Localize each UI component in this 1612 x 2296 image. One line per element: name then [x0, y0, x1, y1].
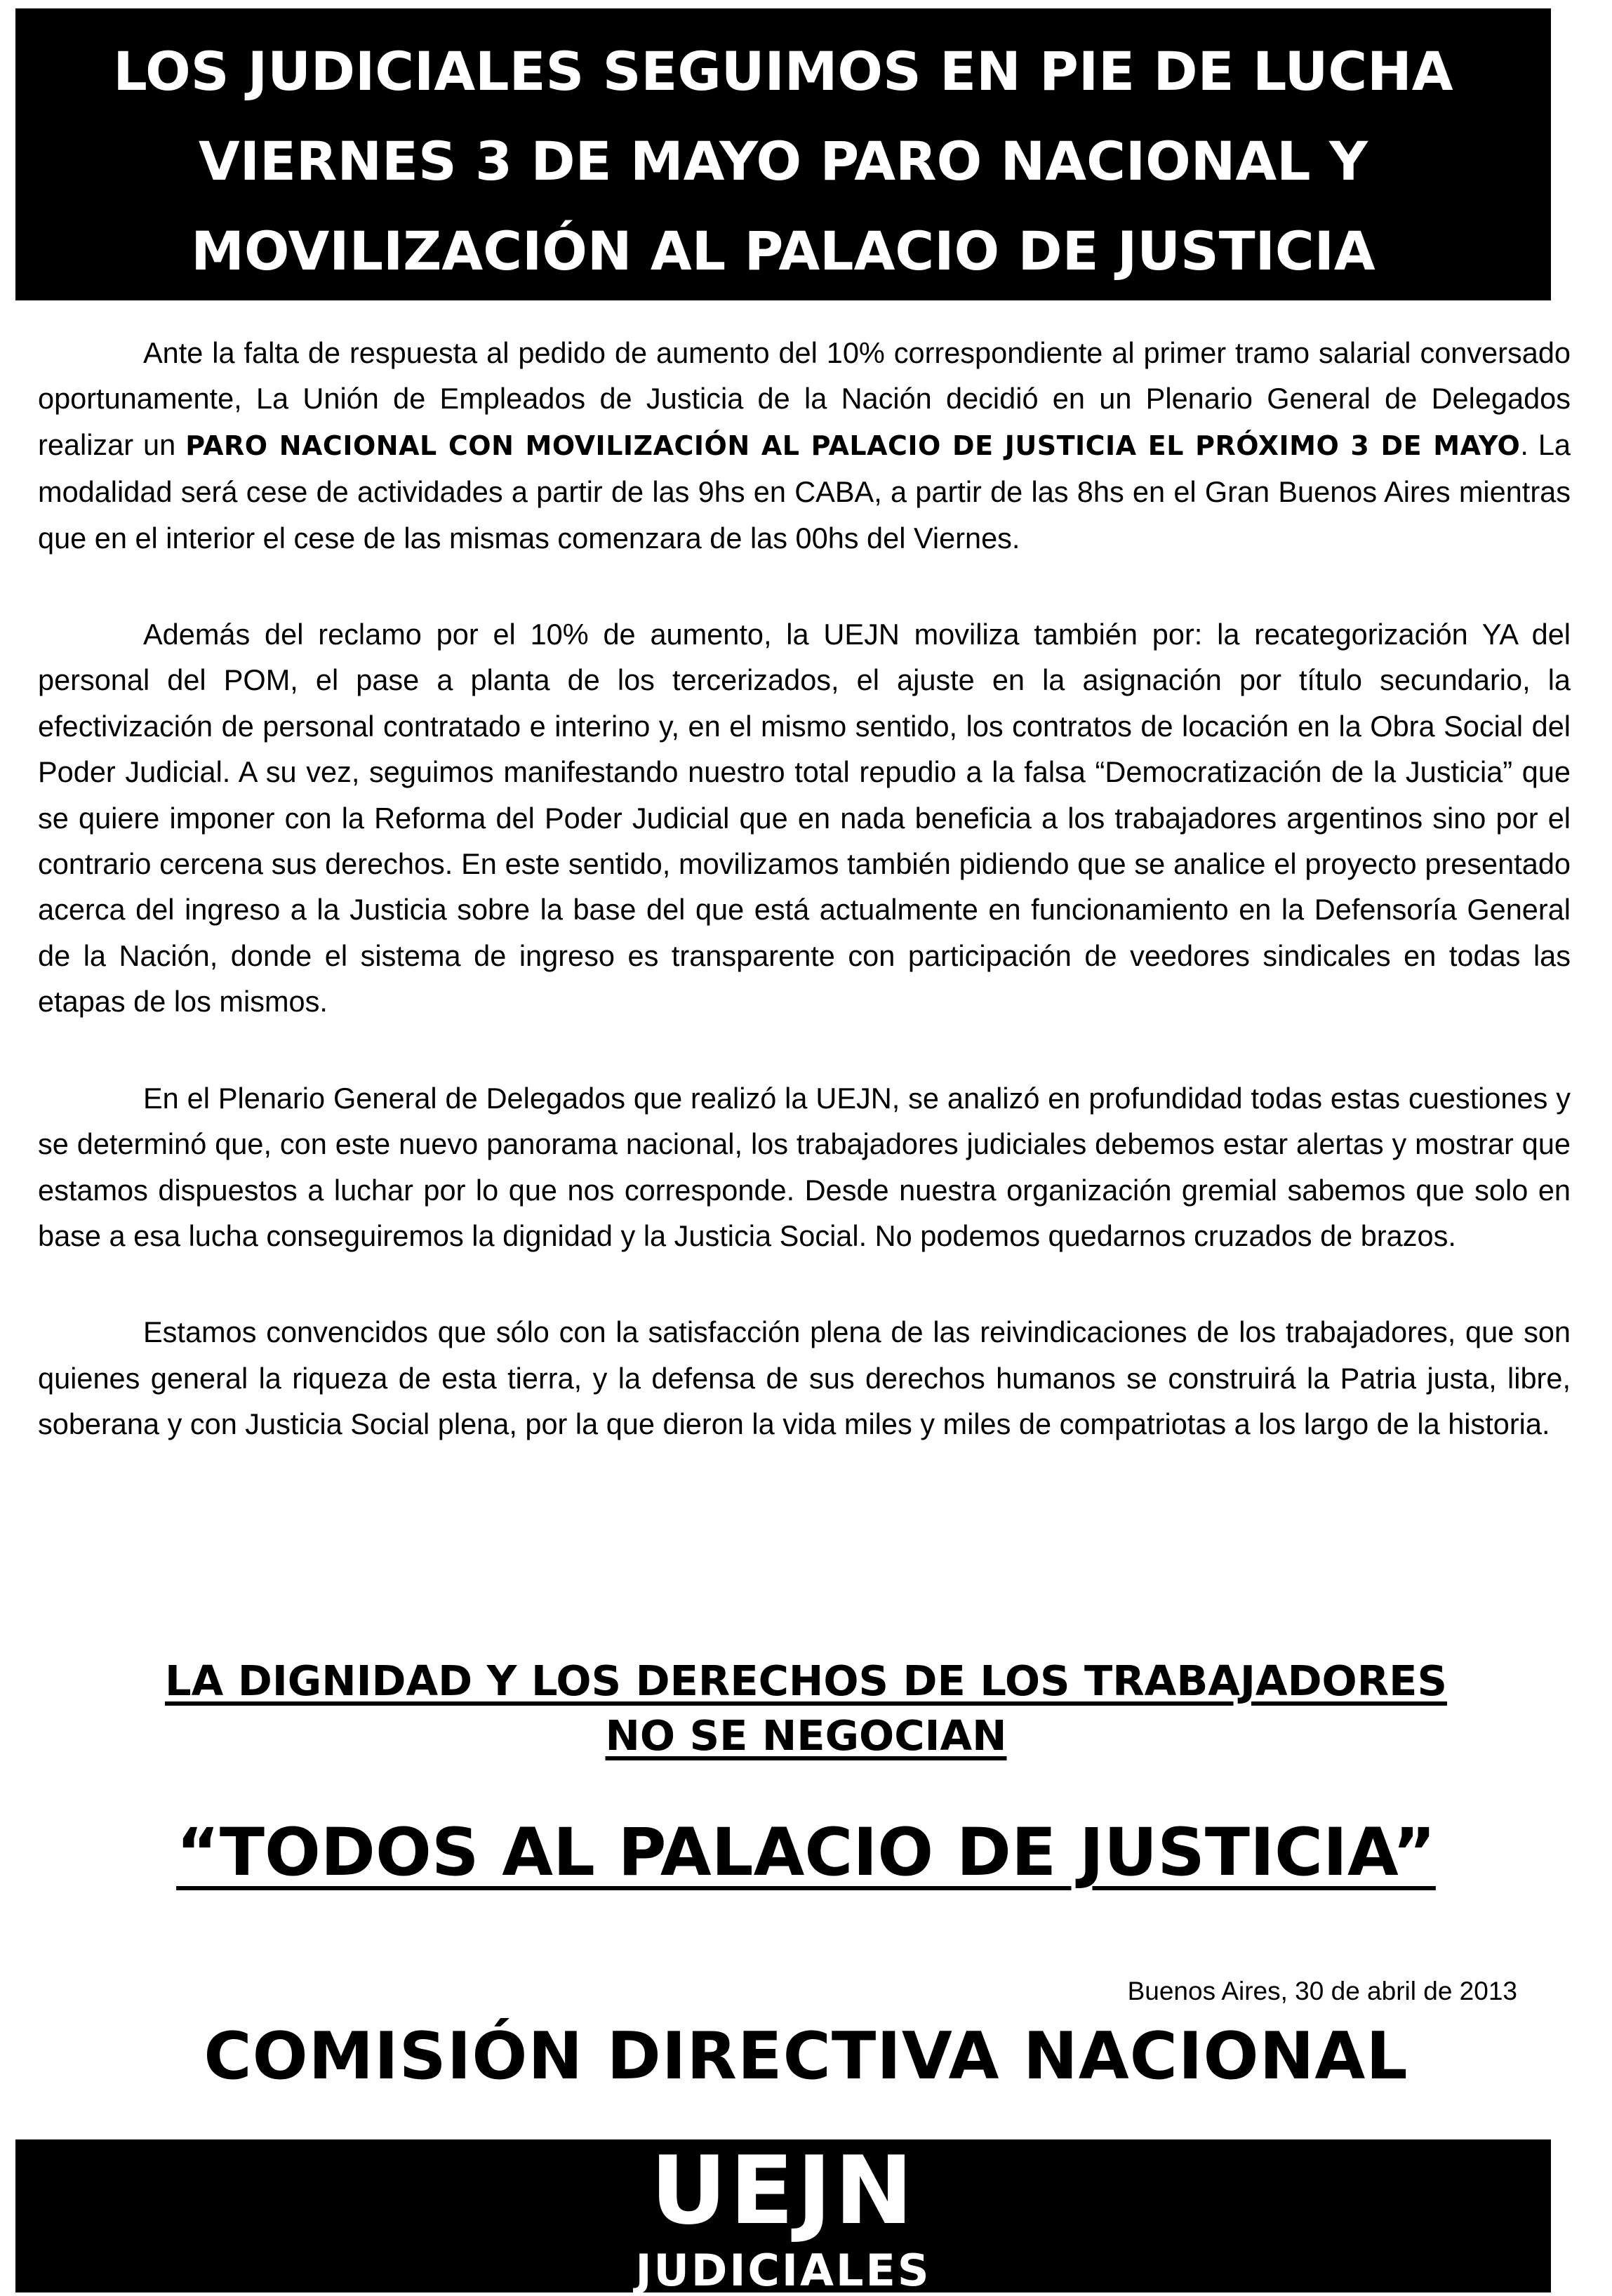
org-name: UEJN: [650, 2136, 917, 2245]
paragraph-1-bold: PARO NACIONAL CON MOVILIZACIÓN AL PALACIO DE JUSTICIA EL PRÓXIMO 3 DE MAYO: [185, 430, 1521, 461]
slogan-dignity-line-2: NO SE NEGOCIAN: [605, 1711, 1007, 1760]
paragraph-1: [38, 330, 1571, 561]
slogan-main: [0, 1814, 1612, 1891]
slogan-dignity-line-1: LA DIGNIDAD Y LOS DERECHOS DE LOS TRABAJADORES: [165, 1657, 1447, 1705]
org-subtitle: JUDICIALES: [635, 2245, 931, 2296]
paragraph-1-end: . La modalidad será cese de actividades a partir de las 9hs en CABA, a partir de las 8hs en el Gran Buenos Aires mientras que en el interior el cese de las mismas comenzara de las 00hs del Viernes.: [38, 427, 1571, 555]
header-line-3: MOVILIZACIÓN AL PALACIO DE JUSTICIA: [191, 220, 1375, 282]
paragraph-3: En el Plenario General de Delegados que realizó la UEJN, se analizó en profundidad todas estas cuestiones y se determinó que, con este nuevo panorama nacional, los trabajadores judiciales debemos estar alertas y mostrar que estamos dispuestos a luchar por lo que nos corresponde. Desde nuestra organización gremial sabemos que solo en base a esa lucha conseguiremos la dignidad y la Justicia Social. No podemos quedarnos cruzados de brazos.: [38, 1081, 1571, 1252]
header-banner: [15, 8, 1551, 300]
slogan-dignity: [0, 1654, 1612, 1763]
footer-banner: [15, 2136, 1551, 2296]
body-text: [38, 330, 1571, 1447]
date-line: Buenos Aires, 30 de abril de 2013: [1127, 1977, 1517, 2005]
header-line-1: LOS JUDICIALES SEGUIMOS EN PIE DE LUCHA: [113, 40, 1453, 102]
commission-title: COMISIÓN DIRECTIVA NACIONAL: [204, 2018, 1408, 2094]
paragraph-1-start: Ante la falta de respuesta al pedido de aumento del 10% correspondiente al primer tramo salarial conversado oportunamente, La Unión de Empleados de Justicia de la Nación decidió en un Plenario General de Delegados realizar un: [38, 336, 1571, 461]
paragraph-4: Estamos convencidos que sólo con la satisfacción plena de las reivindicaciones de los trabajadores, que son quienes general la riqueza de esta tierra, y la defensa de sus derechos humanos se construirá la Patria justa, libre, soberana y con Justicia Social plena, por la que dieron la vida miles y miles de compatriotas a los largo de la historia.: [38, 1315, 1571, 1441]
header-line-2: VIERNES 3 DE MAYO PARO NACIONAL Y: [198, 130, 1368, 192]
paragraph-2: Además del reclamo por el 10% de aumento, la UEJN moviliza también por: la recategorización YA del personal del POM, el pase a planta de los tercerizados, el ajuste en la asignación por título secundario, la efectivización de personal contratado e interino y, en el mismo sentido, los contratos de locación en la Obra Social del Poder Judicial. A su vez, seguimos manifestando nuestro total repudio a la falsa “Democratización de la Justicia” que se quiere imponer con la Reforma del Poder Judicial que en nada beneficia a los trabajadores argentinos sino por el contrario cercena sus derechos. En este sentido, movilizamos también pidiendo que se analice el proyecto presentado acerca del ingreso a la Justicia sobre la base del que está actualmente en funcionamiento en la Defensoría General de la Nación, donde el sistema de ingreso es transparente con participación de veedores sindicales en todas las etapas de los mismos.: [38, 618, 1571, 1018]
slogan-main-text: “TODOS AL PALACIO DE JUSTICIA”: [176, 1814, 1436, 1891]
